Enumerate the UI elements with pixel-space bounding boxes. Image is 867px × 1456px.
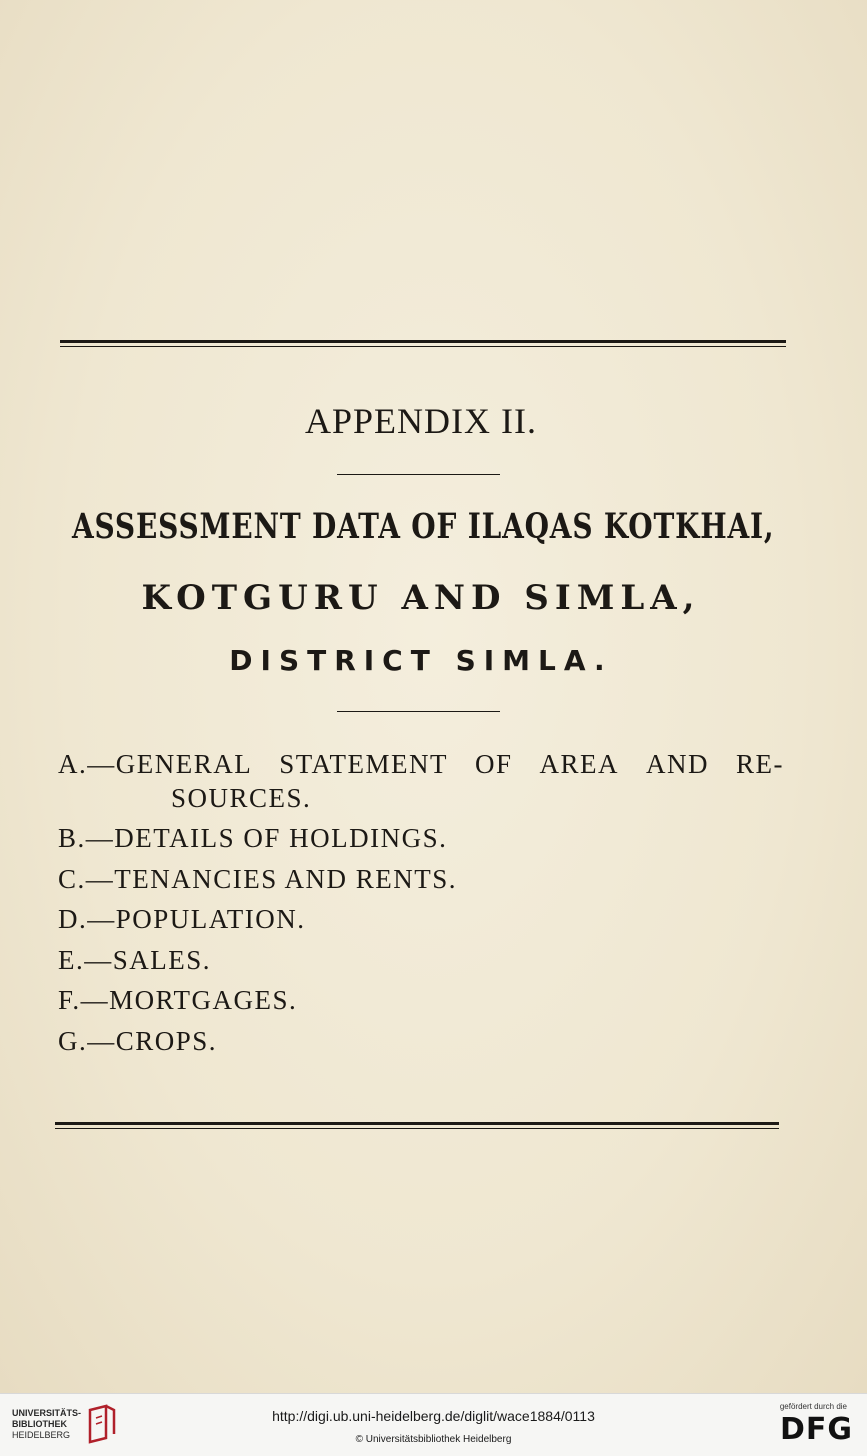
contents-item-a-word: OF <box>475 749 513 779</box>
contents-item-c: C.—TENANCIES AND RENTS. <box>58 863 458 894</box>
contents-item-a-word: STATEMENT <box>279 749 449 779</box>
contents-item-a-word: RE- <box>735 749 784 779</box>
contents-item-b: B.—DETAILS OF HOLDINGS. <box>58 823 448 853</box>
library-name-line3: HEIDELBERG <box>12 1430 71 1440</box>
dfg-logo[interactable]: DFG <box>779 1412 853 1447</box>
copyright-notice: © Universitätsbibliothek Heidelberg <box>355 1434 512 1445</box>
contents-item-a-word: AND <box>645 749 709 779</box>
bottom-double-rule <box>55 1122 779 1130</box>
appendix-title: APPENDIX II. <box>305 401 537 441</box>
contents-item-d: D.—POPULATION. <box>58 904 306 934</box>
top-double-rule <box>60 340 786 348</box>
library-name-line2: BIBLIOTHEK <box>12 1419 67 1429</box>
contents-item-g: G.—CROPS. <box>58 1025 218 1056</box>
dfg-caption: gefördert durch die <box>779 1402 847 1411</box>
short-divider <box>337 474 500 475</box>
permalink-url[interactable]: http://digi.ub.uni-heidelberg.de/diglit/wace1884/0113 <box>272 1408 595 1424</box>
contents-list <box>58 744 798 1061</box>
heading-line-3: DISTRICT SIMLA. <box>229 644 613 677</box>
contents-item-a <box>58 744 784 785</box>
short-divider <box>337 711 500 712</box>
viewer-footer <box>0 1393 867 1456</box>
contents-item-a-prefix: A.—GENERAL <box>58 749 253 779</box>
contents-item-a-word: AREA <box>539 749 619 779</box>
heading-line-2: KOTGURU AND SIMLA, <box>141 578 701 618</box>
contents-item-a-continuation: SOURCES. <box>171 782 312 813</box>
heading-line-1: ASSESSMENT DATA OF ILAQAS KOTKHAI, <box>72 506 775 547</box>
contents-item-f: F.—MORTGAGES. <box>58 985 298 1015</box>
contents-item-e: E.—SALES. <box>58 944 212 975</box>
library-name-line1: UNIVERSITÄTS- <box>12 1408 82 1418</box>
